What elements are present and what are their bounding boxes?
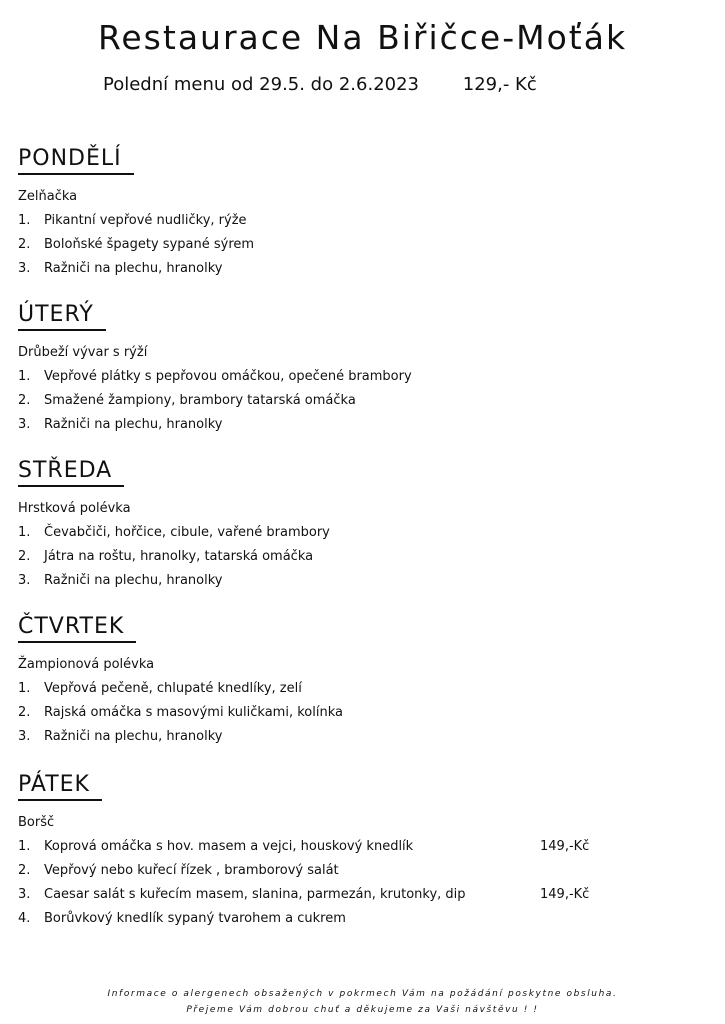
allergen-footer	[0, 986, 725, 1018]
menu-item	[18, 233, 708, 257]
menu-item	[18, 907, 708, 931]
menu-item	[18, 701, 708, 725]
soup-of-day: Drůbeží vývar s rýží	[18, 345, 148, 360]
menu-item	[18, 365, 708, 389]
item-number: 1.	[18, 369, 31, 384]
footer-thanks-note: Přejeme Vám dobrou chuť a děkujeme za Vaši návštěvu ! !	[186, 1005, 539, 1015]
restaurant-title: Restaurace Na Biřičce-Moťák	[97, 18, 628, 57]
item-text: Vepřová pečeně, chlupaté knedlíky, zelí	[44, 681, 302, 696]
menu-list	[18, 677, 708, 749]
day-section-tuesday	[18, 302, 708, 437]
menu-price: 129,- Kč	[462, 74, 537, 95]
item-text: Vepřový nebo kuřecí řízek , bramborový salát	[44, 863, 339, 878]
item-text: Ražniči na plechu, hranolky	[44, 729, 223, 744]
menu-item	[18, 569, 708, 593]
soup-of-day: Zelňačka	[18, 189, 78, 204]
soup-of-day: Žampionová polévka	[18, 657, 155, 672]
menu-item	[18, 545, 708, 569]
menu-item	[18, 677, 708, 701]
item-number: 1.	[18, 839, 31, 854]
item-text: Smažené žampiony, brambory tatarská omáčka	[44, 393, 356, 408]
day-heading: ČTVRTEK	[18, 614, 136, 643]
menu-item	[18, 389, 708, 413]
item-text: Boloňské špagety sypané sýrem	[44, 237, 255, 252]
item-text: Ražniči na plechu, hranolky	[44, 417, 223, 432]
day-heading: PONDĚLÍ	[18, 146, 134, 175]
menu-list	[18, 521, 708, 593]
item-text: Játra na roštu, hranolky, tatarská omáčka	[44, 549, 314, 564]
item-text: Vepřové plátky s pepřovou omáčkou, opečené brambory	[44, 369, 412, 384]
day-section-monday	[18, 146, 708, 281]
item-number: 1.	[18, 213, 31, 228]
menu-list	[18, 365, 708, 437]
menu-list	[18, 835, 708, 931]
item-price: 149,-Kč	[540, 887, 590, 902]
item-text: Ražniči na plechu, hranolky	[44, 261, 223, 276]
item-number: 3.	[18, 573, 31, 588]
menu-date-range: Polední menu od 29.5. do 2.6.2023	[103, 74, 420, 95]
item-text: Ražniči na plechu, hranolky	[44, 573, 223, 588]
item-text: Koprová omáčka s hov. masem a vejci, houskový knedlík	[44, 839, 414, 854]
soup-of-day: Boršč	[18, 815, 55, 830]
item-number: 1.	[18, 681, 31, 696]
item-text: Caesar salát s kuřecím masem, slanina, parmezán, krutonky, dip	[44, 887, 466, 902]
menu-item	[18, 725, 708, 749]
day-heading: PÁTEK	[18, 772, 102, 801]
day-heading: ÚTERÝ	[18, 302, 106, 331]
item-text: Rajská omáčka s masovými kuličkami, kolínka	[44, 705, 343, 720]
footer-allergen-note: Informace o alergenech obsažených v pokrmech Vám na požádání poskytne obsluha.	[107, 989, 618, 999]
menu-subtitle	[103, 74, 537, 95]
item-number: 2.	[18, 549, 31, 564]
menu-item	[18, 209, 708, 233]
item-number: 1.	[18, 525, 31, 540]
day-section-thursday	[18, 614, 708, 749]
menu-list	[18, 209, 708, 281]
item-number: 3.	[18, 417, 31, 432]
menu-item	[18, 835, 708, 859]
item-text: Borůvkový knedlík sypaný tvarohem a cukrem	[44, 911, 346, 926]
item-number: 3.	[18, 261, 31, 276]
item-text: Čevabčiči, hořčice, cibule, vařené brambory	[44, 525, 330, 540]
item-number: 3.	[18, 887, 31, 902]
item-text: Pikantní vepřové nudličky, rýže	[44, 213, 247, 228]
item-number: 4.	[18, 911, 31, 926]
item-number: 2.	[18, 705, 31, 720]
item-number: 2.	[18, 237, 31, 252]
menu-item	[18, 521, 708, 545]
menu-item	[18, 859, 708, 883]
day-heading: STŘEDA	[18, 458, 124, 487]
item-price: 149,-Kč	[540, 839, 590, 854]
item-number: 3.	[18, 729, 31, 744]
day-section-wednesday	[18, 458, 708, 593]
menu-item	[18, 413, 708, 437]
day-section-friday	[18, 772, 708, 931]
menu-item	[18, 257, 708, 281]
item-number: 2.	[18, 393, 31, 408]
soup-of-day: Hrstková polévka	[18, 501, 131, 516]
item-number: 2.	[18, 863, 31, 878]
menu-item	[18, 883, 708, 907]
